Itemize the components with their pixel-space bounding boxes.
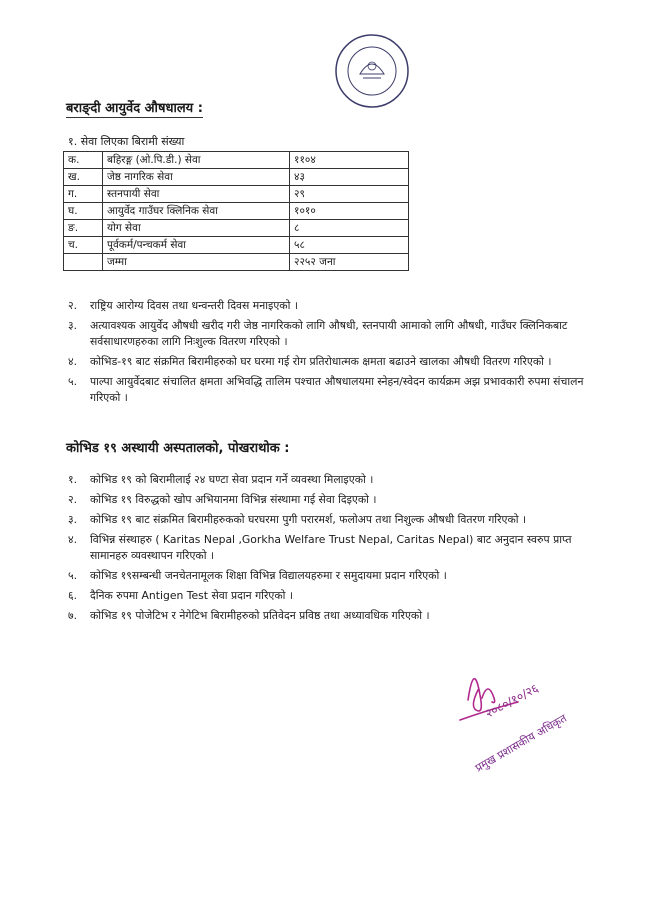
row-label: घ.: [64, 203, 103, 220]
list-item: [68, 492, 588, 508]
office-seal-stamp: [333, 32, 411, 110]
list-item: [68, 354, 588, 370]
table-row: [64, 152, 409, 169]
service-name: पूर्वकर्म/पन्चकर्म सेवा: [103, 237, 290, 254]
list-item-text: कोभिड १९सम्बन्धी जनचेतनामूलक शिक्षा विभिन्न विद्यालयहरुमा र समुदायमा प्रदान गरिएको ।: [90, 569, 447, 582]
table-row: [64, 203, 409, 220]
row-label: च.: [64, 237, 103, 254]
signature-date: २०८०/१०/२६: [482, 681, 541, 721]
list-item: [68, 374, 588, 406]
list-item-number: ७.: [68, 609, 78, 622]
row-label: ङ.: [64, 220, 103, 237]
table-row: [64, 220, 409, 237]
list-item-number: ४.: [68, 355, 78, 368]
table-row: [64, 254, 409, 271]
list-item-text: दैनिक रुपमा Antigen Test सेवा प्रदान गरिएको ।: [90, 589, 293, 602]
table-row: [64, 169, 409, 186]
signature-block: [448, 640, 578, 790]
patient-count: २२५२ जना: [290, 254, 409, 271]
service-name: आयुर्वेद गाउँघर क्लिनिक सेवा: [103, 203, 290, 220]
service-name: स्तनपायी सेवा: [103, 186, 290, 203]
list-item-text: कोभिड १९ बाट संक्रमित बिरामीहरुकको घरघरमा पुगी परारमर्श, फलोअप तथा निशुल्क औषधी वितरण गरिएको ।: [90, 513, 527, 526]
list-item-number: १.: [68, 473, 78, 486]
list-item: [68, 568, 588, 584]
patient-count: ८: [290, 220, 409, 237]
list-item: [68, 298, 588, 314]
service-name: बहिरङ्ग (ओ.पि.डी.) सेवा: [103, 152, 290, 169]
list-item-number: ३.: [68, 513, 78, 526]
list-item-text: पाल्पा आयुर्वेदबाट संचालित क्षमता अभिवद्धि तालिम पश्चात औषधालयमा स्नेहन/स्वेदन कार्यक्रम अझ प्रभावकारी रुपमा संचालन गरिएको ।: [90, 375, 584, 404]
list-item-number: २.: [68, 493, 78, 506]
table-row: [64, 186, 409, 203]
section-title-ayurveda: बराङ्दी आयुर्वेद औषधालय :: [66, 98, 203, 118]
patient-count: ११०४: [290, 152, 409, 169]
list-item-text: अत्यावश्यक आयुर्वेद औषधी खरीद गरी जेष्ठ नागरिकको लागि औषधी, स्तनपायी आमाको लागि औषधी, गाउँघर क्लिनिकबाट सर्वसाधारणहरुका लागि निःशुल्क वितरण गरिएको ।: [90, 319, 568, 348]
list-item-number: ६.: [68, 589, 78, 602]
list-item-number: ३.: [68, 319, 78, 332]
list-item-text: राष्ट्रिय आरोग्य दिवस तथा धन्वन्तरी दिवस मनाइएको ।: [90, 299, 298, 312]
section-title-covid-hospital: कोभिड १९ अस्थायी अस्पतालको, पोखराथोक :: [66, 441, 290, 456]
list-item-text: कोभिड १९ को बिरामीलाई २४ घण्टा सेवा प्रदान गर्ने व्यवस्था मिलाइएको ।: [90, 473, 374, 486]
list-item-text: कोभिड-१९ बाट संक्रमित बिरामीहरुको घर घरमा गई रोग प्रतिरोधात्मक क्षमता बढाउने खालका औषधी वितरण गरिएको ।: [90, 355, 552, 368]
list-item: [68, 472, 588, 488]
service-name: जेष्ठ नागरिक सेवा: [103, 169, 290, 186]
list-item-text: विभिन्न संस्थाहरु ( Karitas Nepal ,Gorkha Welfare Trust Nepal, Caritas Nepal) बाट अनुदान स्वरुप प्राप्त सामानहरु व्यवस्थापन गरिएको ।: [90, 533, 572, 562]
table-row: [64, 237, 409, 254]
row-label: ख.: [64, 169, 103, 186]
list-item-text: कोभिड १९ विरुद्धको खोप अभियानमा विभिन्न संस्थामा गई सेवा दिइएको ।: [90, 493, 377, 506]
patient-count: ५८: [290, 237, 409, 254]
row-label: क.: [64, 152, 103, 169]
row-label: ग.: [64, 186, 103, 203]
service-name: योग सेवा: [103, 220, 290, 237]
patient-count: २९: [290, 186, 409, 203]
list-item-number: ५.: [68, 375, 78, 388]
list-item-number: ४.: [68, 533, 78, 546]
seal-icon: [333, 32, 411, 110]
list-item: [68, 588, 588, 604]
patient-stats-table: [63, 151, 409, 271]
list-item: [68, 318, 588, 350]
list-item-text: कोभिड १९ पोजेटिभ र नेगेटिभ बिरामीहरुको प्रतिवेदन प्रविष्ठ तथा अध्यावधिक गरिएको ।: [90, 609, 430, 622]
list-item: [68, 512, 588, 528]
covid-activity-list: [68, 472, 588, 628]
ayurveda-activity-list: [68, 298, 588, 410]
list-item-number: २.: [68, 299, 78, 312]
patient-count-heading: १. सेवा लिएका बिरामी संख्या: [68, 135, 185, 148]
list-item: [68, 532, 588, 564]
patient-count: ४३: [290, 169, 409, 186]
row-label: [64, 254, 103, 271]
patient-count: १०१०: [290, 203, 409, 220]
service-name: जम्मा: [103, 254, 290, 271]
signature-designation: प्रमुख प्रशासकीय अधिकृत: [473, 711, 569, 775]
list-item: [68, 608, 588, 624]
list-item-number: ५.: [68, 569, 78, 582]
